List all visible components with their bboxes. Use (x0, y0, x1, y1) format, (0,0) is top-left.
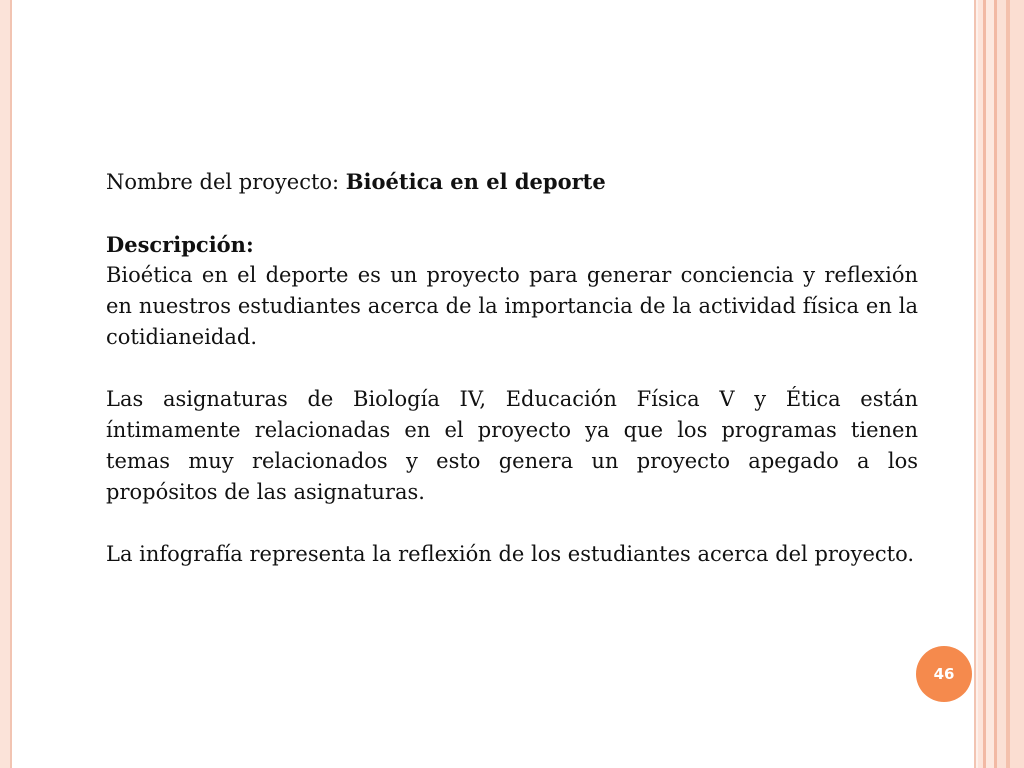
project-name-line (106, 166, 918, 198)
description-heading: Descripción: (106, 232, 254, 257)
right-decorative-stripe (1010, 0, 1024, 768)
project-name-value: Bioética en el deporte (345, 169, 606, 194)
left-decorative-stripe (0, 0, 10, 768)
right-decorative-stripe (997, 0, 1006, 768)
description-paragraph: La infografía representa la reflexión de los estudiantes acerca del proyecto. (106, 542, 915, 566)
spacer (106, 353, 918, 384)
project-name-label: Nombre del proyecto: (106, 170, 346, 194)
slide-content (106, 166, 918, 570)
spacer (106, 198, 918, 229)
page-number-badge: 46 (916, 646, 972, 702)
description-paragraph: Bioética en el deporte es un proyecto para generar conciencia y reflexión en nuestros estudiantes acerca de la importancia de la actividad física en la cotidianeidad. (106, 263, 918, 349)
right-decorative-stripe (986, 0, 994, 768)
description-paragraph: Las asignaturas de Biología IV, Educación Física V y Ética están íntimamente relacionadas en el proyecto ya que los programas tienen temas muy relacionados y esto genera un proyecto apegado a los propósitos de las asignaturas. (106, 387, 918, 504)
spacer (106, 508, 918, 539)
